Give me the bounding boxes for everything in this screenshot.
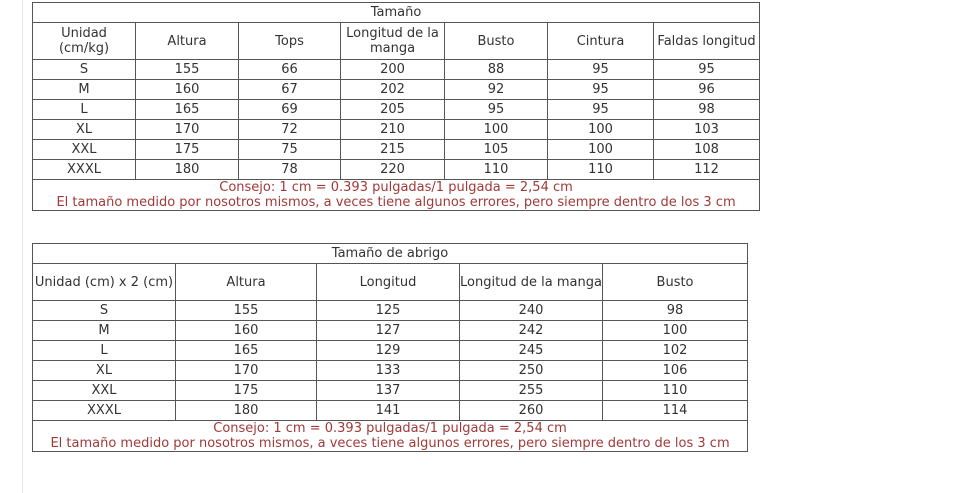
size-table-cell: 160 [136, 80, 239, 100]
size-table-row [33, 60, 760, 80]
size-table-row [33, 100, 760, 120]
size-table-cell: 72 [239, 120, 341, 140]
size-table [32, 2, 760, 211]
size-table-row [33, 160, 760, 180]
size-table-cell: 220 [341, 160, 445, 180]
coat-table-row [33, 381, 748, 401]
coat-size-table [32, 243, 748, 452]
coat-table-cell: 242 [460, 321, 603, 341]
size-table-cell: 92 [445, 80, 548, 100]
size-table-cell: 66 [239, 60, 341, 80]
coat-table-cell: 175 [176, 381, 317, 401]
size-table-cell: 108 [654, 140, 760, 160]
coat-table-cell: 100 [603, 321, 748, 341]
size-table-cell: XXL [33, 140, 136, 160]
coat-table-row [33, 301, 748, 321]
coat-table-header-row [33, 264, 748, 301]
size-table-notes [33, 180, 760, 211]
size-table-cell: XXXL [33, 160, 136, 180]
coat-table-cell: 170 [176, 361, 317, 381]
size-table-row [33, 120, 760, 140]
size-table-cell: 100 [548, 140, 654, 160]
size-table-cell: S [33, 60, 136, 80]
size-table-cell: 165 [136, 100, 239, 120]
coat-table-cell: 165 [176, 341, 317, 361]
coat-table-row [33, 401, 748, 421]
coat-table-title: Tamaño de abrigo [33, 244, 748, 264]
size-table-cell: 112 [654, 160, 760, 180]
size-table-cell: 205 [341, 100, 445, 120]
coat-table-rows [33, 301, 748, 421]
size-table-row [33, 80, 760, 100]
coat-table-cell: M [33, 321, 176, 341]
coat-header-length: Longitud [317, 264, 460, 301]
coat-table-cell: 141 [317, 401, 460, 421]
size-table-cell: 202 [341, 80, 445, 100]
size-table-cell: 180 [136, 160, 239, 180]
size-table-header-row [33, 23, 760, 60]
size-table-cell: 110 [548, 160, 654, 180]
size-table-cell: 96 [654, 80, 760, 100]
header-height: Altura [136, 23, 239, 60]
header-waist: Cintura [548, 23, 654, 60]
size-table-cell: 98 [654, 100, 760, 120]
size-table-cell: 170 [136, 120, 239, 140]
coat-table-cell: 180 [176, 401, 317, 421]
size-table-cell: 95 [548, 60, 654, 80]
coat-error-note: El tamaño medido por nosotros mismos, a veces tiene algunos errores, pero siempre dentro de los 3 cm [50, 436, 730, 451]
size-table-cell: 88 [445, 60, 548, 80]
size-table-cell: 110 [445, 160, 548, 180]
coat-table-row [33, 321, 748, 341]
error-note: El tamaño medido por nosotros mismos, a veces tiene algunos errores, pero siempre dentro de los 3 cm [56, 195, 736, 210]
coat-table-cell: 125 [317, 301, 460, 321]
size-table-title: Tamaño [33, 3, 760, 23]
coat-table-cell: XXL [33, 381, 176, 401]
size-table-rows [33, 60, 760, 180]
coat-header-bust: Busto [603, 264, 748, 301]
page-left-rule [22, 0, 23, 493]
size-table-cell: 75 [239, 140, 341, 160]
coat-table-cell: 129 [317, 341, 460, 361]
coat-tip-note: Consejo: 1 cm = 0.393 pulgadas/1 pulgada = 2,54 cm [213, 421, 567, 436]
header-unit: Unidad (cm/kg) [33, 23, 136, 60]
coat-table-cell: 110 [603, 381, 748, 401]
coat-table-cell: 137 [317, 381, 460, 401]
coat-table-cell: L [33, 341, 176, 361]
coat-header-unit: Unidad (cm) x 2 (cm) [33, 264, 176, 301]
header-bust: Busto [445, 23, 548, 60]
size-table-cell: 100 [548, 120, 654, 140]
size-table-cell: L [33, 100, 136, 120]
coat-table-row [33, 361, 748, 381]
coat-table-cell: XL [33, 361, 176, 381]
coat-table-cell: 98 [603, 301, 748, 321]
coat-table-cell: 255 [460, 381, 603, 401]
coat-header-sleeve-length: Longitud de la manga [460, 264, 603, 301]
size-table-cell: 175 [136, 140, 239, 160]
header-tops: Tops [239, 23, 341, 60]
header-skirt-length: Faldas longitud [654, 23, 760, 60]
coat-table-cell: 245 [460, 341, 603, 361]
coat-table-cell: S [33, 301, 176, 321]
coat-table-row [33, 341, 748, 361]
coat-table-cell: 133 [317, 361, 460, 381]
coat-table-cell: XXXL [33, 401, 176, 421]
size-table-cell: 103 [654, 120, 760, 140]
coat-table-cell: 240 [460, 301, 603, 321]
size-table-cell: 67 [239, 80, 341, 100]
header-sleeve-length: Longitud de la manga [341, 23, 445, 60]
coat-table-cell: 260 [460, 401, 603, 421]
size-table-cell: 210 [341, 120, 445, 140]
coat-table-cell: 114 [603, 401, 748, 421]
size-table-cell: XL [33, 120, 136, 140]
tip-note: Consejo: 1 cm = 0.393 pulgadas/1 pulgada = 2,54 cm [219, 180, 573, 195]
size-table-cell: 215 [341, 140, 445, 160]
coat-table-cell: 155 [176, 301, 317, 321]
coat-table-cell: 106 [603, 361, 748, 381]
size-table-body [33, 3, 760, 60]
coat-table-cell: 127 [317, 321, 460, 341]
coat-header-height: Altura [176, 264, 317, 301]
size-table-cell: M [33, 80, 136, 100]
coat-table-body [33, 244, 748, 301]
size-table-cell: 78 [239, 160, 341, 180]
size-table-cell: 95 [445, 100, 548, 120]
size-table-cell: 95 [548, 100, 654, 120]
coat-table-cell: 102 [603, 341, 748, 361]
size-table-cell: 200 [341, 60, 445, 80]
size-table-cell: 69 [239, 100, 341, 120]
coat-table-notes [33, 421, 748, 452]
coat-table-cell: 160 [176, 321, 317, 341]
size-table-cell: 105 [445, 140, 548, 160]
size-table-cell: 95 [654, 60, 760, 80]
size-table-cell: 155 [136, 60, 239, 80]
coat-table-cell: 250 [460, 361, 603, 381]
size-table-row [33, 140, 760, 160]
size-table-cell: 100 [445, 120, 548, 140]
size-table-cell: 95 [548, 80, 654, 100]
